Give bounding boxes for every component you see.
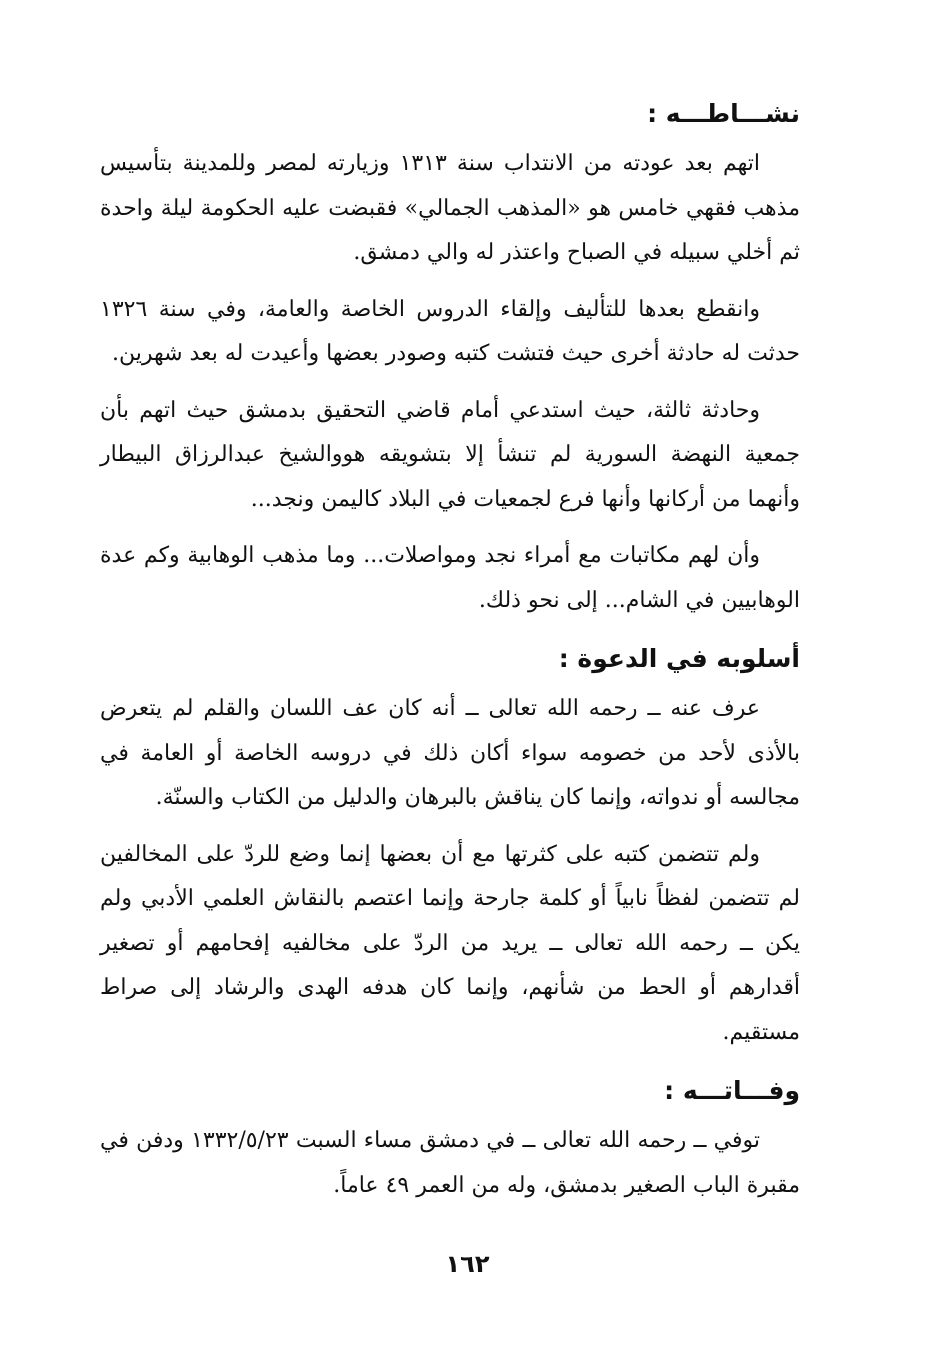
section-method: [100, 637, 800, 1055]
paragraph: ولم تتضمن كتبه على كثرتها مع أن بعضها إنما وضع للردّ على المخالفين لم تتضمن لفظاً نابياً أو كلمة جارحة وإنما اعتصم بالنقاش العلمي الأدبي ولم يكن ــ رحمه الله تعالى ــ يريد من الردّ على مخالفيه إفحامهم أو تصغير أقدارهم أو الحط من شأنهم، وإنما كان هدفه الهدى والرشاد إلى صراط مستقيم.: [100, 841, 800, 1045]
page-body: [100, 92, 800, 1220]
paragraph: عرف عنه ــ رحمه الله تعالى ــ أنه كان عف اللسان والقلم لم يتعرض بالأذى لأحد من خصومه سواء أكان ذلك في دروسه الخاصة أو العامة في مجالسه أو ندواته، وإنما كان يناقش بالبرهان والدليل من الكتاب والسنّة.: [100, 696, 800, 810]
paragraph: وأن لهم مكاتبات مع أمراء نجد ومواصلات... وما مذهب الوهابية وكم عدة الوهابيين في الشام... إلى نحو ذلك.: [100, 543, 800, 613]
paragraph: توفي ــ رحمه الله تعالى ــ في دمشق مساء السبت ١٣٣٢/٥/٢٣ ودفن في مقبرة الباب الصغير بدمشق، وله من العمر ٤٩ عاماً.: [100, 1128, 800, 1198]
section-death: [100, 1069, 800, 1208]
section-heading-death: وفـــاتـــه :: [664, 1076, 800, 1105]
page-number: ١٦٢: [445, 1250, 490, 1278]
paragraph: وحادثة ثالثة، حيث استدعي أمام قاضي التحقيق بدمشق حيث اتهم بأن جمعية النهضة السورية لم تنشأ إلا بتشويقه هووالشيخ عبدالرزاق البيطار وأنهما من أركانها وأنها فرع لجمعيات في البلاد كاليمن ونجد...: [100, 397, 800, 512]
paragraph: وانقطع بعدها للتأليف وإلقاء الدروس الخاصة والعامة، وفي سنة ١٣٢٦ حدثت له حادثة أخرى حيث فتشت كتبه وصودر بعضها وأعيدت له بعد شهرين.: [100, 296, 800, 366]
paragraph: اتهم بعد عودته من الانتداب سنة ١٣١٣ وزيارته لمصر وللمدينة بتأسيس مذهب فقهي خامس هو «المذهب الجمالي» فقبضت عليه الحكومة ليلة واحدة ثم أخلي سبيله في الصباح واعتذر له والي دمشق.: [100, 151, 800, 265]
section-heading-activity: نشـــاطـــه :: [647, 99, 800, 128]
section-heading-method: أسلوبه في الدعوة :: [558, 644, 800, 673]
section-activity: [100, 92, 800, 623]
